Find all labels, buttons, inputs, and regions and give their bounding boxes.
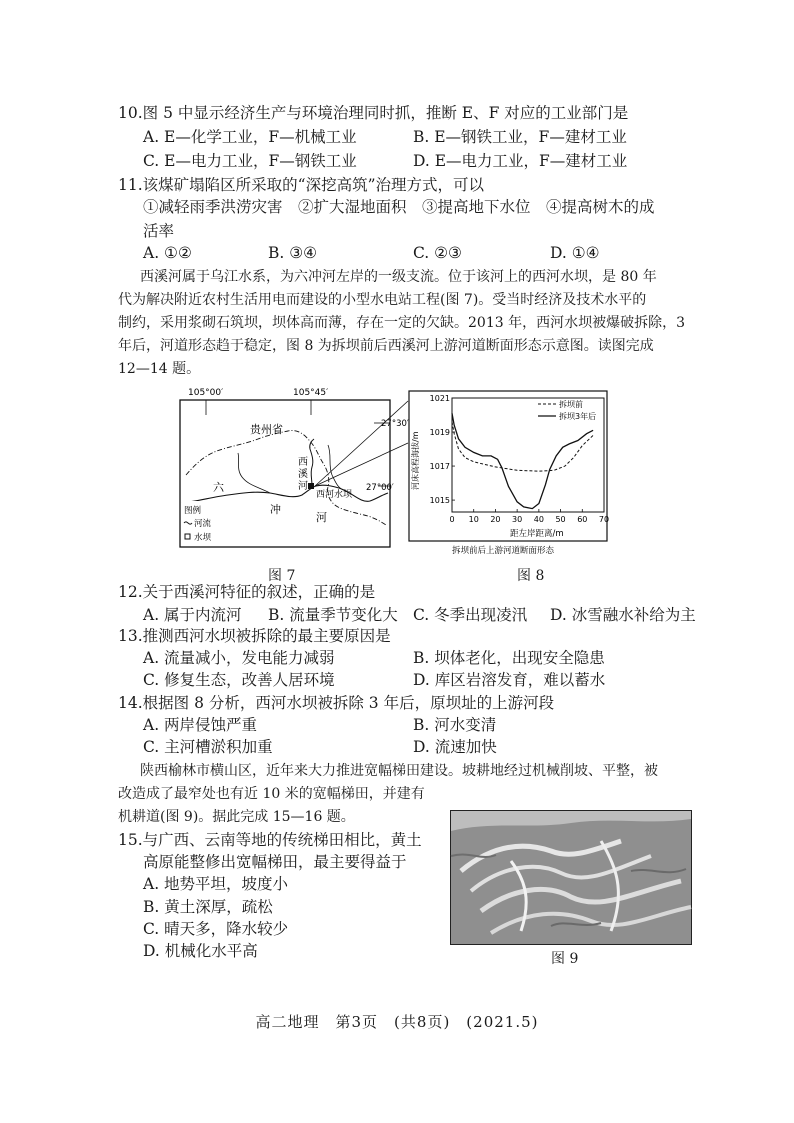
map-legend-title: 图例	[184, 506, 202, 516]
chart-ylabel: 河床高程海拔/m	[411, 431, 420, 490]
q11-option-d: D. ①④	[550, 244, 600, 262]
q11-option-c: C. ②③	[413, 244, 462, 262]
chart-xtick-label-3: 30	[512, 515, 523, 524]
q13-option-a: A. 流量减小，发电能力减弱	[143, 649, 335, 667]
q15-stem-line1: 15.与广西、云南等地的传统梯田相比，黄土	[118, 831, 422, 849]
q14-option-d: D. 流速加快	[413, 738, 497, 756]
q11-stem: 11.该煤矿塌陷区所采取的“深挖高筑”治理方式，可以	[118, 176, 484, 194]
map-label-dam: 西河水坝	[316, 490, 353, 500]
chart-ytick-label-1: 1017	[429, 462, 450, 472]
q10-option-c: C. E—电力工业，F—钢铁工业	[143, 152, 357, 170]
figure7-caption: 图 7	[268, 568, 296, 584]
q10-option-a: A. E—化学工业，F—机械工业	[143, 128, 357, 146]
q10-option-d: D. E—电力工业，F—建材工业	[413, 152, 628, 170]
q14-option-a: A. 两岸侵蚀严重	[143, 716, 258, 734]
q10-stem: 10.图 5 中显示经济生产与环境治理同时抓，推断 E、F 对应的工业部门是	[118, 104, 629, 122]
q13-option-b: B. 坝体老化，出现安全隐患	[413, 649, 605, 667]
map-label-guizhou: 贵州省	[250, 423, 283, 436]
q15-option-b: B. 黄土深厚，疏松	[143, 898, 273, 916]
chart-xtick-label-5: 50	[555, 515, 566, 524]
map-legend-dam: 水坝	[194, 533, 212, 543]
q15-option-a: A. 地势平坦，坡度小	[143, 875, 289, 893]
chart-series-line-0	[452, 422, 593, 471]
q11-option-a: A. ①②	[143, 244, 192, 262]
figure8-caption: 图 8	[517, 568, 545, 584]
terrace-photo-art	[451, 811, 691, 944]
map-lon-105-45: 105°45′	[293, 388, 329, 398]
q15-option-d: D. 机械化水平高	[143, 942, 258, 960]
passage2-line1: 陕西榆林市横山区，近年来大力推进宽幅梯田建设。坡耕地经过机械削坡、平整，被	[140, 763, 658, 779]
passage2-line2: 改造成了最窄处也有近 10 米的宽幅梯田，并建有	[118, 786, 425, 802]
map-label-he2: 河	[316, 511, 327, 524]
q12-option-b: B. 流量季节变化大	[268, 606, 398, 624]
chart-series-line-1	[452, 413, 593, 508]
passage1-line5: 12—14 题。	[118, 361, 201, 377]
chart-ytick-label-0: 1015	[429, 496, 450, 506]
dam-marker	[308, 483, 314, 489]
q12-option-c: C. 冬季出现凌汛	[413, 606, 528, 624]
map-label-liu: 六	[213, 481, 224, 494]
q11-option-b: B. ③④	[268, 244, 318, 262]
passage2-line3: 机耕道(图 9)。据此完成 15—16 题。	[118, 809, 355, 825]
chart-subtitle: 拆坝前后上游河道断面形态	[452, 546, 555, 556]
chart-xlabel: 距左岸距离/m	[510, 529, 564, 539]
q14-stem: 14.根据图 8 分析，西河水坝被拆除 3 年后，原坝址的上游河段	[118, 694, 555, 712]
chart-xtick-label-0: 0	[449, 515, 455, 524]
passage1-line2: 代为解决附近农村生活用电而建设的小型水电站工程(图 7)。受当时经济及技术水平的	[118, 292, 647, 308]
q10-option-b: B. E—钢铁工业，F—建材工业	[413, 128, 627, 146]
chart-legend-label-0: 拆坝前	[559, 400, 583, 409]
xixi-river	[310, 439, 314, 486]
page-footer: 高二地理 第3页 (共8页) (2021.5)	[255, 1013, 539, 1031]
map-label-xi: 西	[298, 457, 308, 468]
passage1-line4: 年后，河道形态趋于稳定，图 8 为拆坝前后西溪河上游河道断面形态示意图。读图完成	[118, 338, 654, 354]
q11-items-line2: 活率	[143, 222, 175, 240]
q13-option-c: C. 修复生态，改善人居环境	[143, 671, 335, 689]
chart-xtick-label-1: 10	[468, 515, 479, 524]
map-label-xi2: 溪	[298, 469, 308, 480]
figure9-caption: 图 9	[551, 951, 579, 967]
map-label-he: 河	[298, 481, 308, 492]
figure7-map	[178, 383, 418, 563]
map-pointer-line1	[315, 401, 408, 486]
tributary-1	[238, 453, 270, 493]
q15-option-c: C. 晴天多，降水较少	[143, 920, 289, 938]
q12-option-a: A. 属于内流河	[143, 606, 242, 624]
q14-option-b: B. 河水变清	[413, 716, 497, 734]
map-lat-27-00: 27°00′	[366, 483, 394, 493]
chart-xtick-label-2: 20	[490, 515, 501, 524]
figure8-chart	[408, 390, 608, 558]
map-lon-105-00: 105°00′	[188, 388, 224, 398]
passage1-line3: 制约，采用浆砌石筑坝，坝体高而薄，存在一定的欠缺。2013 年，西河水坝被爆破拆除，3	[118, 315, 685, 331]
q13-option-d: D. 库区岩溶发育，难以蓄水	[413, 671, 606, 689]
q14-option-c: C. 主河槽淤积加重	[143, 738, 273, 756]
chart-ytick-label-3: 1021	[429, 394, 450, 403]
q12-option-d: D. 冰雪融水补给为主	[550, 606, 696, 624]
chart-legend-label-1: 拆坝3年后	[559, 412, 597, 421]
chart-xtick-label-4: 40	[533, 515, 544, 524]
chart-xtick-label-7: 70	[598, 515, 610, 524]
tributary-2	[328, 445, 346, 491]
q15-stem-line2: 高原能整修出宽幅梯田，最主要得益于	[143, 853, 407, 871]
q11-items-line1: ①减轻雨季洪涝灾害 ②扩大湿地面积 ③提高地下水位 ④提高树木的成	[143, 198, 655, 216]
passage1-line1: 西溪河属于乌江水系，为六冲河左岸的一级支流。位于该河上的西河水坝，是 80 年	[140, 269, 657, 285]
figure9-terrace-photo	[450, 810, 692, 945]
map-label-chong: 冲	[270, 503, 281, 516]
chart-xtick-label-6: 60	[577, 515, 588, 524]
chart-ytick-label-2: 1019	[429, 428, 450, 438]
q12-stem: 12.关于西溪河特征的叙述，正确的是	[118, 583, 376, 601]
map-lat-27-30: 27°30′	[381, 419, 409, 429]
map-legend-river: 河流	[194, 519, 212, 529]
q13-stem: 13.推测西河水坝被拆除的最主要原因是	[118, 627, 391, 645]
